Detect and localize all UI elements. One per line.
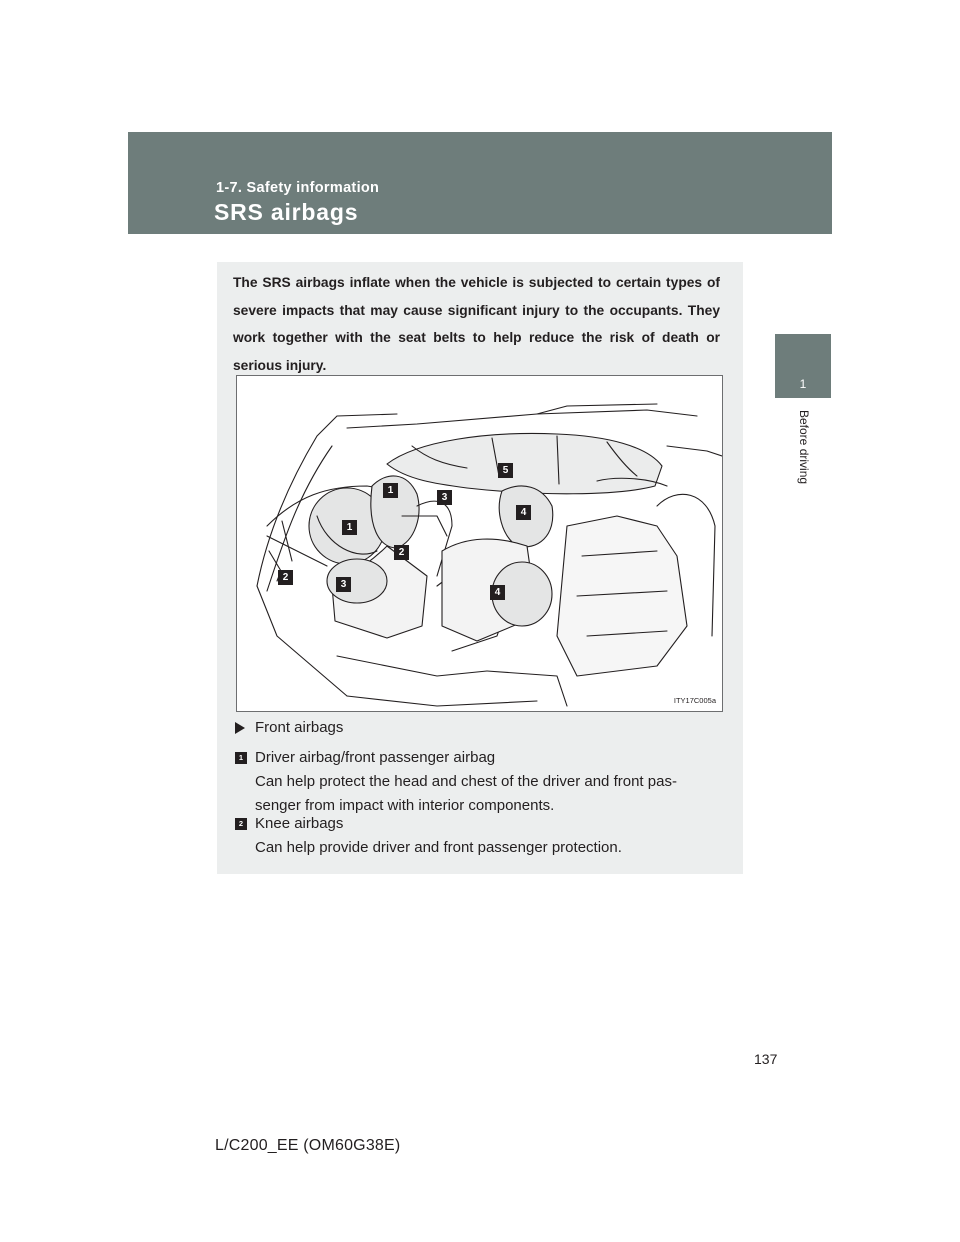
vehicle-interior-drawing: [237, 376, 723, 712]
airbag-illustration: [236, 375, 723, 712]
list-heading-label: Front airbags: [255, 719, 344, 736]
chapter-number: 1: [799, 377, 807, 391]
arrow-right-icon: [235, 722, 245, 734]
header-band: [128, 132, 832, 234]
page-title: SRS airbags: [214, 199, 359, 225]
figure-code: ITY17C005a: [673, 696, 716, 705]
intro-paragraph: The SRS airbags inflate when the vehicle is subjected to certain types of severe impacts that may cause significant injury to the occupants. They work together with the seat belts to help reduce the risk of death or serious injury.: [233, 275, 720, 373]
list-item-desc-line1: Can help provide driver and front passenger protection.: [255, 839, 622, 856]
callout-2-passenger: 2: [394, 542, 409, 560]
callout-3-passenger: 3: [437, 487, 452, 505]
number-2-icon: 2: [235, 818, 247, 830]
list-item-desc-line1: Can help protect the head and chest of the driver and front pas-: [255, 773, 677, 790]
callout-4-front: 4: [516, 502, 531, 520]
callout-3-driver: 3: [336, 574, 351, 592]
content-box: [217, 262, 743, 874]
document-code: L/C200_EE (OM60G38E): [215, 1137, 401, 1154]
chapter-tab[interactable]: [775, 334, 831, 398]
list-item-title: Knee airbags: [255, 815, 344, 832]
chapter-label: Before driving: [797, 410, 811, 485]
list-item-title: Driver airbag/front passenger airbag: [255, 749, 496, 766]
list-item-desc-line2: senger from impact with interior components.: [255, 797, 555, 814]
number-1-icon: 1: [235, 752, 247, 764]
callout-5-curtain: 5: [498, 460, 513, 478]
page-number: 137: [754, 1051, 778, 1067]
callout-1-driver: 1: [342, 517, 357, 535]
callout-1-passenger: 1: [383, 480, 398, 498]
section-label: 1-7. Safety information: [216, 180, 380, 196]
callout-4-rear: 4: [490, 582, 505, 600]
callout-2-driver: 2: [278, 567, 293, 585]
